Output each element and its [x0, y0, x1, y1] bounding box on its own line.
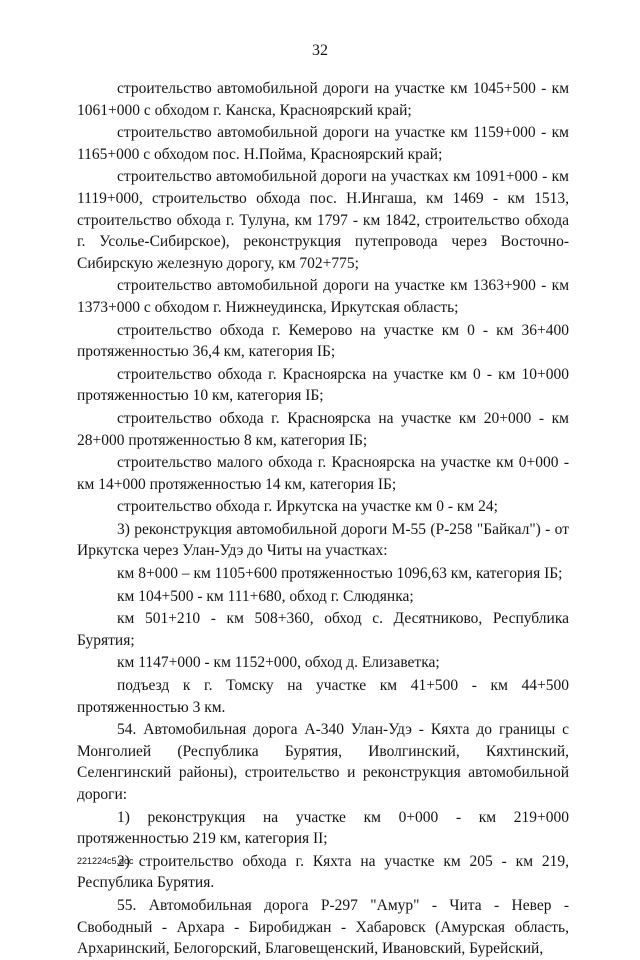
document-body: [77, 78, 569, 960]
paragraph: км 501+210 - км 508+360, обход с. Десятниково, Республика Бурятия;: [77, 610, 569, 649]
paragraph: строительство малого обхода г. Красноярска на участке км 0+000 - км 14+000 протяженностью 14 км, категория IБ;: [77, 454, 569, 493]
paragraph: подъезд к г. Томску на участке км 41+500 - км 44+500 протяженностью 3 км.: [77, 677, 569, 716]
paragraph: 55. Автомобильная дорога Р-297 "Амур" - Чита - Невер - Свободный - Архара - Биробиджан - Хабаровск (Амурская область, Архаринский, Белогорский, Благовещенский, Ивановский, Бурейский,: [77, 896, 569, 958]
paragraph: строительство обхода г. Иркутска на участке км 0 - км 24;: [117, 498, 498, 516]
paragraph: 54. Автомобильная дорога А-340 Улан-Удэ - Кяхта до границы с Монголией (Республика Бурятия, Иволгинский, Кяхтинский, Селенгинский районы), строительство и реконструкция автомобильной дороги:: [77, 721, 569, 803]
paragraph: км 104+500 - км 111+680, обход г. Слюдянка;: [117, 587, 414, 605]
paragraph: строительство автомобильной дороги на участках км 1091+000 - км 1119+000, строительство обхода пос. Н.Ингаша, км 1469 - км 1513, строительство обхода г. Тулуна, км 1797 - км 1842, строительство обхода г. Усолье-Сибирское), реконструкция путепровода через Восточно-Сибирскую железную дорогу, км 702+775;: [77, 168, 569, 272]
paragraph: строительство обхода г. Красноярска на участке км 0 - км 10+000 протяженностью 10 км, категория IБ;: [77, 365, 569, 405]
paragraph: строительство обхода г. Красноярска на участке км 20+000 - км 28+000 протяженностью 8 км, категория IБ;: [77, 409, 569, 449]
page-number: 32: [312, 42, 328, 59]
paragraph: км 8+000 – км 1105+600 протяженностью 1096,63 км, категория IБ;: [117, 565, 563, 583]
file-name-footer: 221224c5.doc: [77, 856, 134, 866]
paragraph: 1) реконструкция на участке км 0+000 - км 219+000 протяженностью 219 км, категория II;: [77, 808, 569, 848]
paragraph: строительство автомобильной дороги на участке км 1159+000 - км 1165+000 с обходом пос. Н.Пойма, Красноярский край;: [77, 124, 569, 163]
paragraph: строительство автомобильной дороги на участке км 1363+900 - км 1373+000 с обходом г. Нижнеудинска, Иркутская область;: [77, 277, 569, 316]
paragraph: км 1147+000 - км 1152+000, обход д. Елизаветка;: [117, 654, 440, 672]
paragraph: 2) строительство обхода г. Кяхта на участке км 205 - км 219, Республика Бурятия.: [77, 852, 569, 892]
paragraph: строительство обхода г. Кемерово на участке км 0 - км 36+400 протяженностью 36,4 км, категория IБ;: [77, 321, 569, 361]
paragraph: 3) реконструкция автомобильной дороги М-55 (Р-258 "Байкал") - от Иркутска через Улан-Удэ до Читы на участках:: [77, 520, 569, 560]
paragraph: строительство автомобильной дороги на участке км 1045+500 - км 1061+000 с обходом г. Канска, Красноярский край;: [77, 80, 569, 119]
